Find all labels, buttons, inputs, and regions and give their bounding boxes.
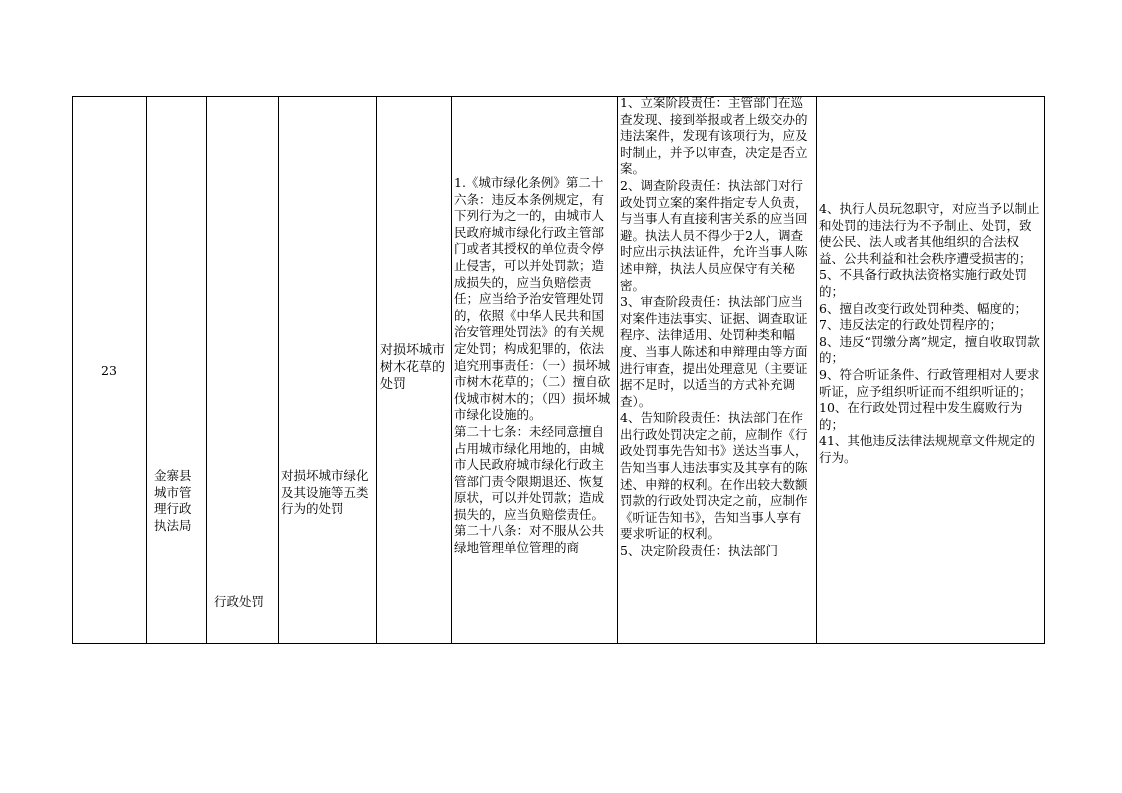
- accountability-item: 41、其他违反法律法规规章文件规定的行为。: [819, 433, 1035, 465]
- accountability-item: 9、符合听证条件、行政管理相对人要求听证，应予组织听证而不组织听证的；: [819, 366, 1040, 399]
- responsibility-cell: [617, 96, 816, 644]
- category-cell: [206, 96, 278, 644]
- accountability-item: 5、不具备行政执法资格实施行政处罚的；: [819, 267, 1027, 299]
- legal-basis-paragraph: 1.《城市绿化条例》第二十六条：违反本条例规定，有下列行为之一的，由城市人民政府城市绿化行政主管部门或者其授权的单位责令停止侵害，可以并处罚款；造成损失的，应当负赔偿责任；应当给予治安管理处罚的，依照《中华人民共和国治安管理处罚法》的有关规定处罚；构成犯罪的，依法追究刑事责任：（一）损坏城市树木花草的；（二）擅自砍伐城市树木的；（四）损坏城市绿化设施的。: [454, 175, 611, 423]
- responsibility-paragraph: 1、立案阶段责任：主管部门在巡查发现、接到举报或者上级交办的违法案件，发现有该项行为，应及时制止，并予以审查，决定是否立案。: [620, 96, 808, 177]
- accountability-item: 6、擅自改变行政处罚种类、幅度的；: [819, 300, 1027, 316]
- legal-basis-paragraph: 第二十八条：对不服从公共绿地管理单位管理的商: [454, 523, 605, 556]
- responsibility-paragraph: 2、调查阶段责任：执法部门对行政处罚立案的案件指定专人负责，与当事人有直接利害关系的应当回避。执法人员不得少于2人，调查时应出示执法证件，允许当事人陈述申辩，执法人员应保守有关秘密。: [620, 177, 808, 293]
- legal-basis-paragraph: 第二十七条：未经同意擅自占用城市绿化用地的，由城市人民政府城市绿化行政主管部门责令限期退还、恢复原状，可以并处罚款；造成损失的，应当负赔偿责任。: [454, 423, 605, 522]
- accountability-text: [819, 201, 1041, 467]
- accountability-item: 8、违反“罚缴分离”规定，擅自收取罚款的；: [819, 333, 1040, 366]
- accountability-item: 4、执行人员玩忽职守，对应当予以制止和处罚的违法行为不予制止、处罚，致使公民、法人或者其他组织的合法权益、公共利益和社会秩序遭受损害的；: [819, 201, 1040, 266]
- responsibility-text: [620, 96, 812, 560]
- item-name: 对损坏城市绿化及其设施等五类行为的处罚: [281, 468, 369, 517]
- power-category: 行政处罚: [214, 594, 265, 609]
- accountability-item: 7、违反法定的行政处罚程序的；: [819, 317, 1002, 333]
- item-name-cell: [278, 96, 376, 644]
- accountability-cell: [816, 96, 1045, 644]
- sub-item-cell: [376, 96, 451, 644]
- department-name: 金寨县城市管理行政执法局: [154, 468, 192, 533]
- legal-basis-cell: [451, 96, 617, 644]
- sub-item-name: 对损坏城市树木花草的处罚: [380, 343, 446, 392]
- department-cell: [146, 96, 206, 644]
- row-number: 23: [101, 362, 117, 378]
- responsibility-paragraph: 4、告知阶段责任：执法部门在作出行政处罚决定之前，应制作《行政处罚事先告知书》送达当事人，告知当事人违法事实及其享有的陈述、申辩的权利。在作出较大数额罚款的行政处罚决定之前，应制作《听证告知书》，告知当事人享有要求听证的权利。: [620, 410, 808, 542]
- row-number-cell: [72, 96, 146, 644]
- responsibility-paragraph: 3、审查阶段责任：执法部门应当对案件违法事实、证据、调查取证程序、法律适用、处罚种类和幅度、当事人陈述和申辩理由等方面进行审查，提出处理意见（主要证据不足时，以适当的方式补充调查）。: [620, 294, 808, 409]
- accountability-item: 10、在行政处罚过程中发生腐败行为的；: [819, 400, 1023, 432]
- responsibility-paragraph: 5、决定阶段责任：执法部门: [620, 543, 778, 559]
- legal-basis-text: [454, 175, 614, 557]
